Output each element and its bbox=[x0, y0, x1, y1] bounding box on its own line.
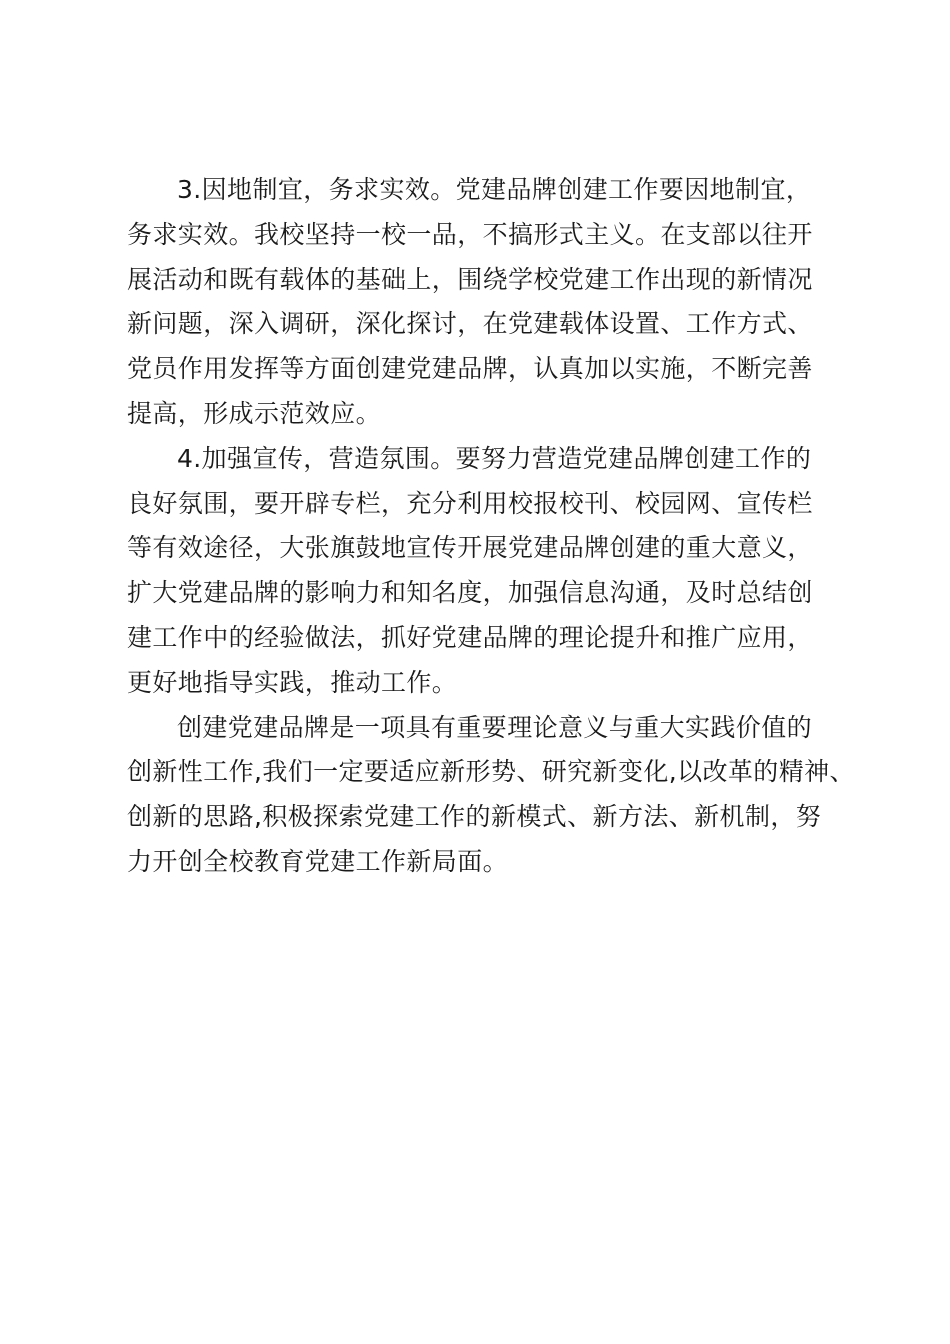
text-line: 3.因地制宜，务求实效。党建品牌创建工作要因地制宜， bbox=[177, 175, 812, 204]
text-line: 提高，形成示范效应。 bbox=[127, 398, 382, 428]
text-line: 良好氛围，要开辟专栏，充分利用校报校刊、校园网、宣传栏 bbox=[127, 488, 813, 518]
text-line: 党员作用发挥等方面创建党建品牌，认真加以实施，不断完善 bbox=[127, 354, 813, 384]
text-line: 力开创全校教育党建工作新局面。 bbox=[127, 846, 509, 876]
text-line: 建工作中的经验做法，抓好党建品牌的理论提升和推广应用， bbox=[127, 622, 813, 652]
paragraph-strengthen-publicity bbox=[127, 437, 847, 706]
text-line: 4.加强宣传，营造氛围。要努力营造党建品牌创建工作的 bbox=[177, 443, 812, 473]
text-line: 创新性工作,我们一定要适应新形势、研究新变化,以改革的精神、 bbox=[127, 757, 855, 787]
text-line: 新问题，深入调研，深化探讨，在党建载体设置、工作方式、 bbox=[127, 309, 813, 339]
text-line: 创新的思路,积极探索党建工作的新模式、新方法、新机制，努 bbox=[127, 802, 822, 832]
paragraph-conclusion bbox=[127, 706, 855, 885]
paragraph-adapt-local-conditions bbox=[127, 168, 847, 437]
text-line: 创建党建品牌是一项具有重要理论意义与重大实践价值的 bbox=[177, 712, 813, 742]
text-line: 等有效途径，大张旗鼓地宣传开展党建品牌创建的重大意义， bbox=[127, 533, 813, 563]
text-line: 扩大党建品牌的影响力和知名度，加强信息沟通，及时总结创 bbox=[127, 578, 813, 608]
document-body bbox=[127, 168, 855, 885]
text-line: 务求实效。我校坚持一校一品，不搞形式主义。在支部以往开 bbox=[127, 219, 813, 249]
text-line: 更好地指导实践，推动工作。 bbox=[127, 667, 458, 697]
text-line: 展活动和既有载体的基础上，围绕学校党建工作出现的新情况 bbox=[127, 264, 813, 294]
